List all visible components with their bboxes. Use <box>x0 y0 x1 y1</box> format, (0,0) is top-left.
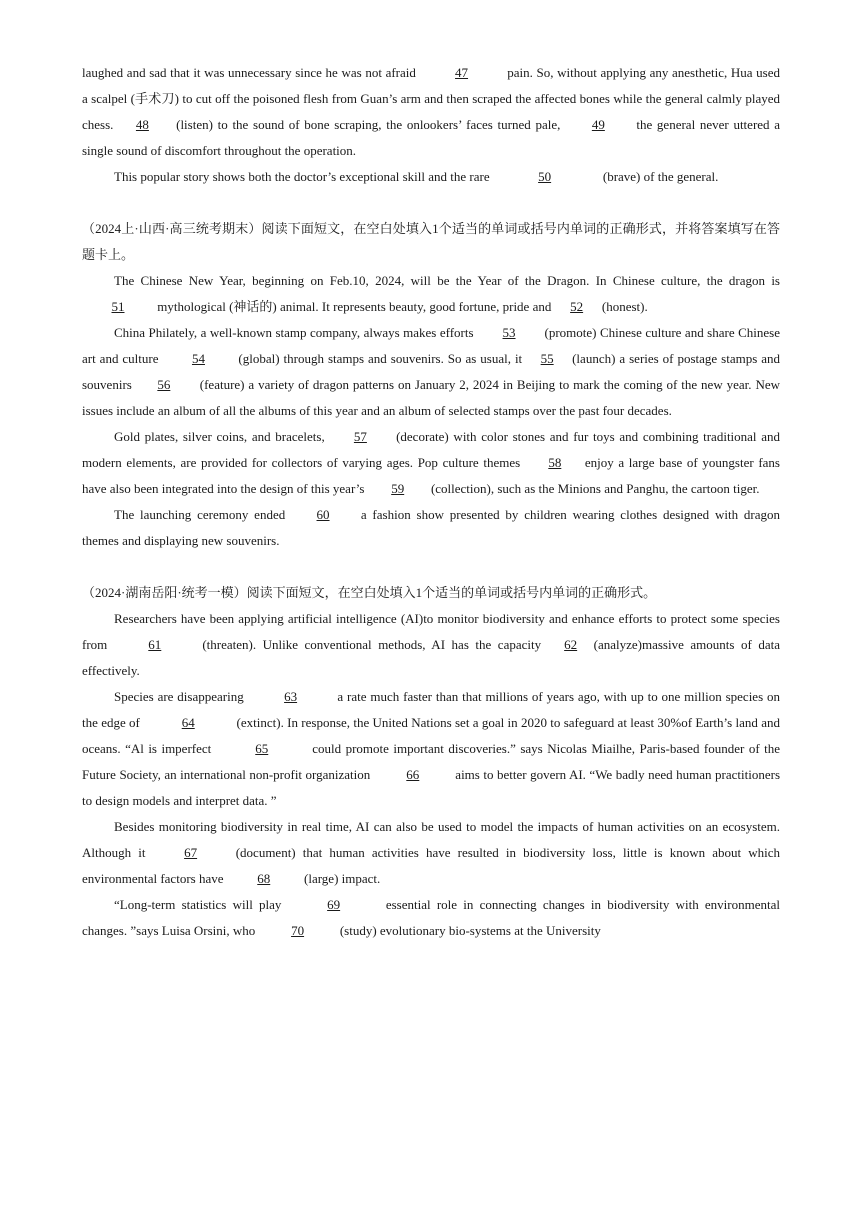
text-run: (extinct). In response, the United Nations set a goal in 2020 to safeguard at least 30%of Earth’s land and oceans. “Al is imperfect <box>82 715 780 756</box>
text-run: (analyze)massive amounts of data effectively. <box>82 637 780 678</box>
passage3-header: （2024·湖南岳阳·统考一模）阅读下面短文，在空白处填入1个适当的单词或括号内单词的正确形式。 <box>82 585 657 600</box>
passage2-header: （2024上·山西·高三统考期末）阅读下面短文，在空白处填入1个适当的单词或括号内单词的正确形式，并将答案填写在答题卡上。 <box>82 221 780 262</box>
text-run: mythological (神话的) animal. It represents beauty, good fortune, pride and <box>154 299 555 314</box>
passage2-paragraph-3 <box>82 424 780 502</box>
text-run: (document) that human activities have resulted in biodiversity loss, little is known about which environmental factors have <box>82 845 780 886</box>
blank-63: 63 <box>284 689 298 704</box>
text-run: the general never uttered a single sound of discomfort throughout the operation. <box>82 117 781 158</box>
text-run: (large) impact. <box>300 871 381 886</box>
text-run: (launch) a series of postage stamps and souvenirs <box>82 351 780 392</box>
text-run: (feature) a variety of dragon patterns on January 2, 2024 in Beijing to mark the coming of the new year. New issues include an album of all the albums of this year and an album of selected stamps over the past four decades. <box>82 377 780 418</box>
text-run: China Philately, a well-known stamp company, always makes efforts <box>114 325 478 340</box>
blank-53: 53 <box>502 325 516 340</box>
blank-58: 58 <box>548 455 562 470</box>
blank-51: 51 <box>111 299 125 314</box>
text-run: pain. So, without applying any anesthetic, Hua used a scalpel (手术刀) to cut off the poisoned flesh from Guan’s arm and then scraped the affected bones while the general calmly played chess. <box>82 65 780 132</box>
passage3-paragraph-2 <box>82 684 780 814</box>
blank-69: 69 <box>327 897 341 912</box>
text-run: This popular story shows both the doctor’s exceptional skill and the rare <box>114 169 490 184</box>
blank-56: 56 <box>157 377 171 392</box>
passage3-paragraph-1 <box>82 606 780 684</box>
text-run: enjoy a large base of youngster fans have also been integrated into the design of this year’s <box>82 455 780 496</box>
blank-65: 65 <box>255 741 269 756</box>
text-run: Species are disappearing <box>114 689 248 704</box>
passage1-paragraph-2 <box>82 164 780 190</box>
text-run: (brave) of the general. <box>599 169 719 184</box>
blank-59: 59 <box>391 481 405 496</box>
passage1-paragraph-1 <box>82 60 780 164</box>
blank-54: 54 <box>191 351 205 366</box>
blank-49: 49 <box>591 117 605 132</box>
blank-50: 50 <box>538 169 552 184</box>
blank-48: 48 <box>135 117 149 132</box>
text-run: (promote) Chinese culture and share Chinese art and culture <box>82 325 780 366</box>
blank-57: 57 <box>353 429 367 444</box>
text-run: Besides monitoring biodiversity in real time, AI can also be used to model the impacts of human activities on an ecosystem. Although it <box>82 819 780 860</box>
text-run: The launching ceremony ended <box>114 507 292 522</box>
passage3-paragraph-4 <box>82 892 780 944</box>
text-run: (study) evolutionary bio-systems at the University <box>336 923 601 938</box>
blank-61: 61 <box>148 637 162 652</box>
text-run: essential role in connecting changes in biodiversity with environmental changes. ”says Luisa Orsini, who <box>82 897 780 938</box>
text-run: Gold plates, silver coins, and bracelets, <box>114 429 330 444</box>
text-run: a fashion show presented by children wearing clothes designed with dragon themes and displaying new souvenirs. <box>82 507 780 548</box>
text-run: (threaten). Unlike conventional methods, AI has the capacity <box>195 637 548 652</box>
text-run: (decorate) with color stones and fur toys and combining traditional and modern elements, are provided for collectors of varying ages. Pop culture themes <box>82 429 780 470</box>
blank-52: 52 <box>570 299 584 314</box>
blank-62: 62 <box>564 637 578 652</box>
text-run: Researchers have been applying artificial intelligence (AI)to monitor biodiversity and enhance efforts to protect some species from <box>82 611 780 652</box>
text-run: The Chinese New Year, beginning on Feb.10, 2024, will be the Year of the Dragon. In Chinese culture, the dragon is <box>114 273 780 288</box>
text-run: could promote important discoveries.” says Nicolas Miailhe, Paris-based founder of the Future Society, an international non-profit organization <box>82 741 780 782</box>
text-run: (honest). <box>598 299 648 314</box>
blank-55: 55 <box>540 351 554 366</box>
blank-60: 60 <box>316 507 330 522</box>
text-run: (collection), such as the Minions and Panghu, the cartoon tiger. <box>427 481 760 496</box>
blank-47: 47 <box>455 65 469 80</box>
blank-64: 64 <box>181 715 195 730</box>
passage3-paragraph-3 <box>82 814 780 892</box>
text-run: (global) through stamps and souvenirs. So as usual, it <box>234 351 527 366</box>
blank-68: 68 <box>257 871 271 886</box>
passage2-paragraph-2 <box>82 320 780 424</box>
text-run: aims to better govern AI. “We badly need human practitioners to design models and interpret data. ” <box>82 767 780 808</box>
blank-66: 66 <box>406 767 420 782</box>
passage2-paragraph-4 <box>82 502 780 554</box>
passage2-paragraph-1 <box>82 268 780 320</box>
text-run: laughed and sad that it was unnecessary since he was not afraid <box>82 65 420 80</box>
text-run: (listen) to the sound of bone scraping, the onlookers’ faces turned pale, <box>171 117 561 132</box>
text-run: a rate much faster than that millions of years ago, with up to one million species on the edge of <box>82 689 780 730</box>
blank-67: 67 <box>184 845 198 860</box>
text-run: “Long-term statistics will play <box>114 897 288 912</box>
blank-70: 70 <box>291 923 305 938</box>
document-page <box>82 60 780 944</box>
